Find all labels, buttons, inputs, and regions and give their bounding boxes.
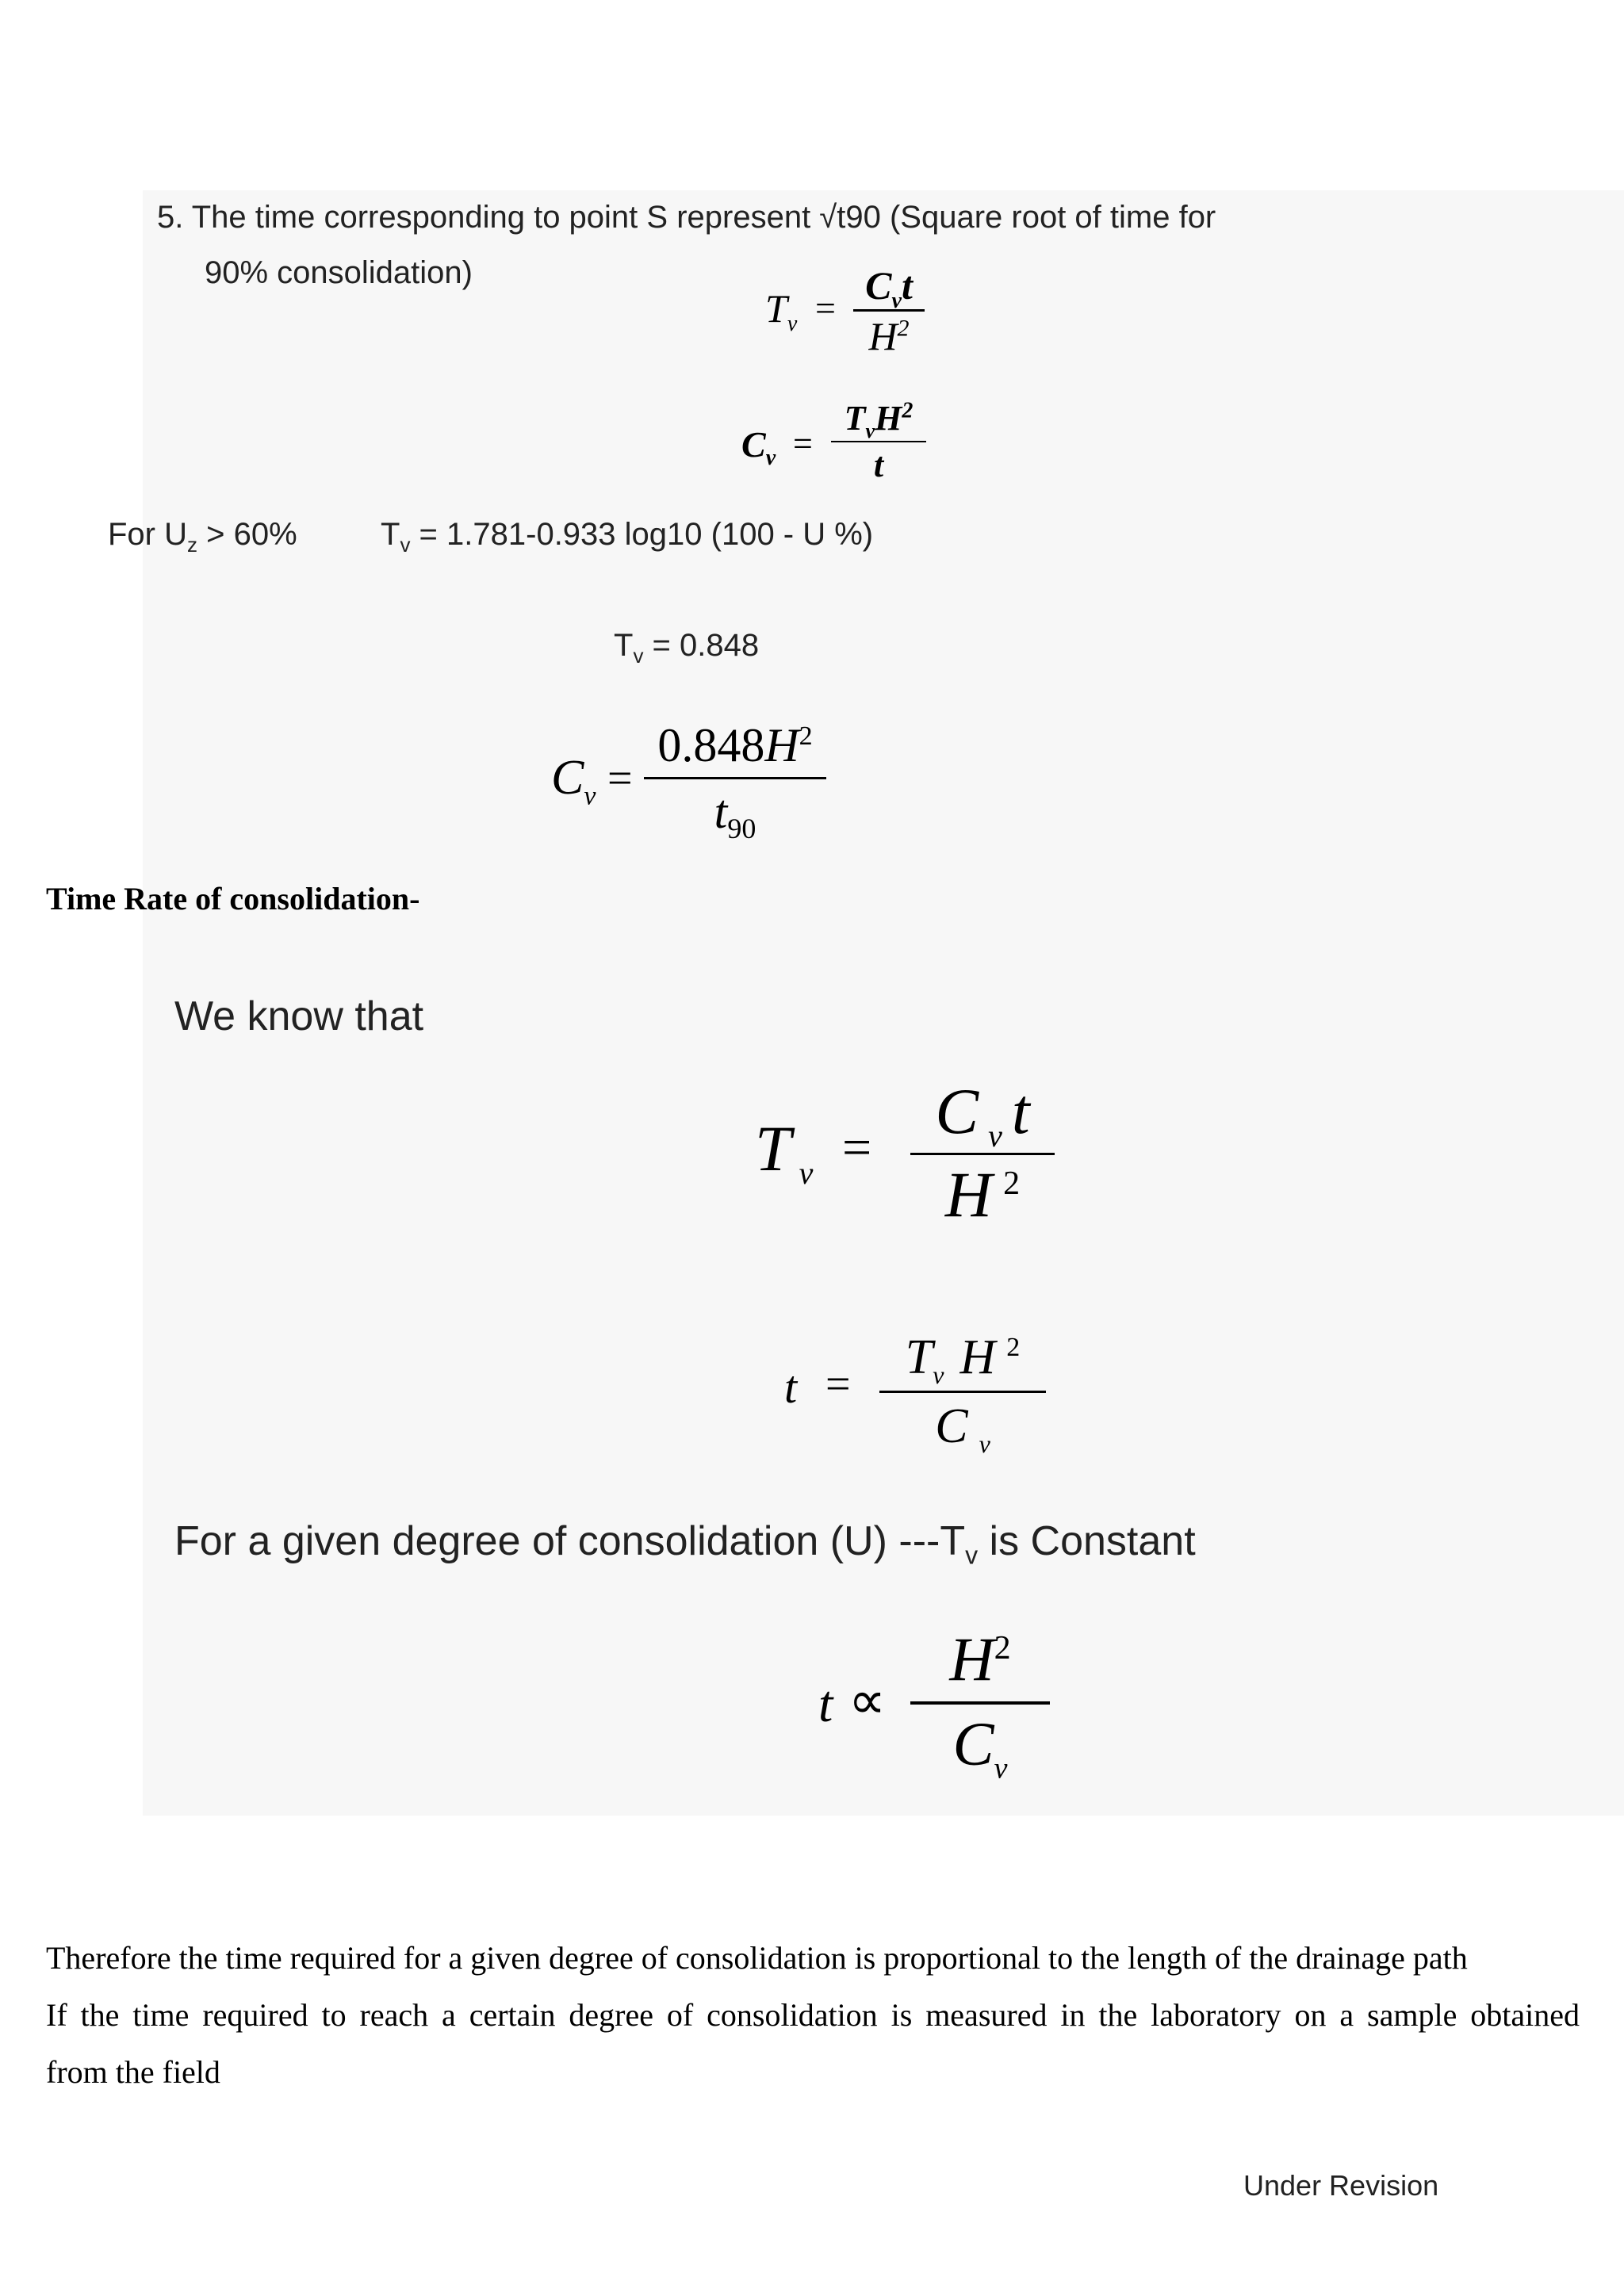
we-know-that: We know that [174,993,424,1039]
section-heading: Time Rate of consolidation- [46,881,420,916]
equation-t: t = $T_v$ H $^2$ C $_v$ [781,1324,1067,1475]
equation-cv-small: $C_v$ = $T_vH^2$ t [737,396,944,499]
paragraph-laboratory-line1: If the time required to reach a certain degree of consolidation is measured in the laboratory on a sample obtained [46,1997,1580,2033]
tv-formula: $T_v = 1.781-0.933$ log10 (100 - U %) [381,517,874,557]
u-condition-label: For $U_z > 60\%$ [108,517,297,557]
step5-line2: 90% consolidation) [205,255,473,290]
footer-status: Under Revision [1243,2169,1439,2202]
equation-proportional: t ∝ $H^2$ $C_v$ [817,1617,1055,1800]
equation-tv-small: $T_v$ = $C_vt$ $H^2$ [761,262,936,365]
equation-tv-large: T $_v$ = C $_v$ t H $^2$ [753,1070,1071,1245]
tv-value: $T_v = 0.848$ [614,628,760,668]
step5-line1: 5. The time corresponding to point S represent √t90 (Square root of time for [157,200,1216,235]
paragraph-laboratory-line2: from the field [46,2054,220,2090]
equation-cv-0848: $C_v$ = $0.848H^2$ $t_{90}$ [547,714,833,856]
given-degree-statement: For a given degree of consolidation (U) $---T_v$ is Constant [174,1518,1196,1570]
paragraph-drainage-path: Therefore the time required for a given degree of consolidation is proportional to the length of the drainage path [46,1940,1468,1976]
